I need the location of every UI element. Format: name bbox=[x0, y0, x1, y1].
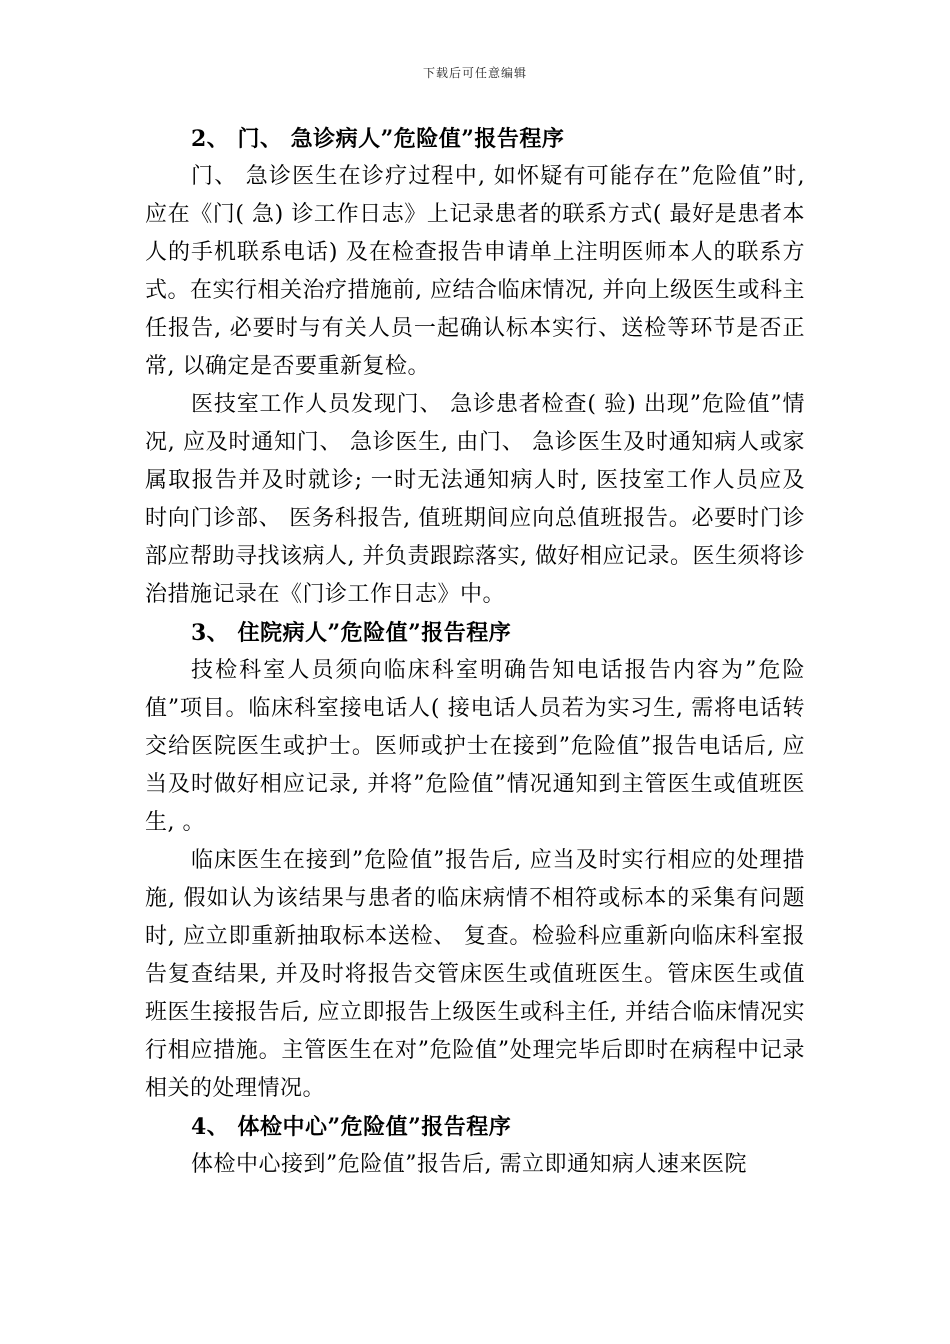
paragraph: 体检中心接到”危险值”报告后, 需立即通知病人速来医院 bbox=[191, 1152, 747, 1177]
section-heading-3: 3、 住院病人”危险值”报告程序 bbox=[191, 620, 512, 646]
paragraph: 临床医生在接到”危险值”报告后, 应当及时实行相应的处理措施, 假如认为该结果与患者的临床病情不相符或标本的采集有问题时, 应立即重新抽取标本送检、 复查。检验科应重新向临床科室报告复查结果, 并及时将报告交管床医生或值班医生。管床医生或值班医生接报告后, 应立即报告上级医生或科主任, 并结合临床情况实行相应措施。主管医生在对”危险值”处理完毕后即时在病程中记录相关的处理情况。 bbox=[145, 848, 805, 1101]
paragraph: 医技室工作人员发现门、 急诊患者检查( 验) 出现”危险值”情况, 应及时通知门、 急诊医生, 由门、 急诊医生及时通知病人或家属取报告并及时就诊; 一时无法通知病人时, 医技室工作人员应及时向门诊部、 医务科报告, 值班期间应向总值班报告。必要时门诊部应帮助寻找该病人, 并负责跟踪落实, 做好相应记录。医生须将诊治措施记录在《门诊工作日志》中。 bbox=[145, 392, 805, 607]
paragraph: 门、 急诊医生在诊疗过程中, 如怀疑有可能存在”危险值”时, 应在《门( 急) 诊工作日志》上记录患者的联系方式( 最好是患者本人的手机联系电话) 及在检查报告申请单上注明医师本人的联系方式。在实行相关治疗措施前, 应结合临床情况, 并向上级医生或科主任报告, 必要时与有关人员一起确认标本实行、送检等环节是否正常, 以确定是否要重新复检。 bbox=[145, 164, 805, 379]
section-heading-4: 4、 体检中心”危险值”报告程序 bbox=[191, 1114, 512, 1140]
document-body bbox=[145, 120, 805, 1184]
header-note: 下载后可任意编辑 bbox=[422, 66, 527, 80]
section-heading-2: 2、 门、 急诊病人”危险值”报告程序 bbox=[191, 126, 565, 152]
paragraph: 技检科室人员须向临床科室明确告知电话报告内容为”危险值”项目。临床科室接电话人( 接电话人员若为实习生, 需将电话转交给医院医生或护士。医师或护士在接到”危险值”报告电话后, 应当及时做好相应记录, 并将”危险值”情况通知到主管医生或值班医生, 。 bbox=[145, 658, 805, 835]
